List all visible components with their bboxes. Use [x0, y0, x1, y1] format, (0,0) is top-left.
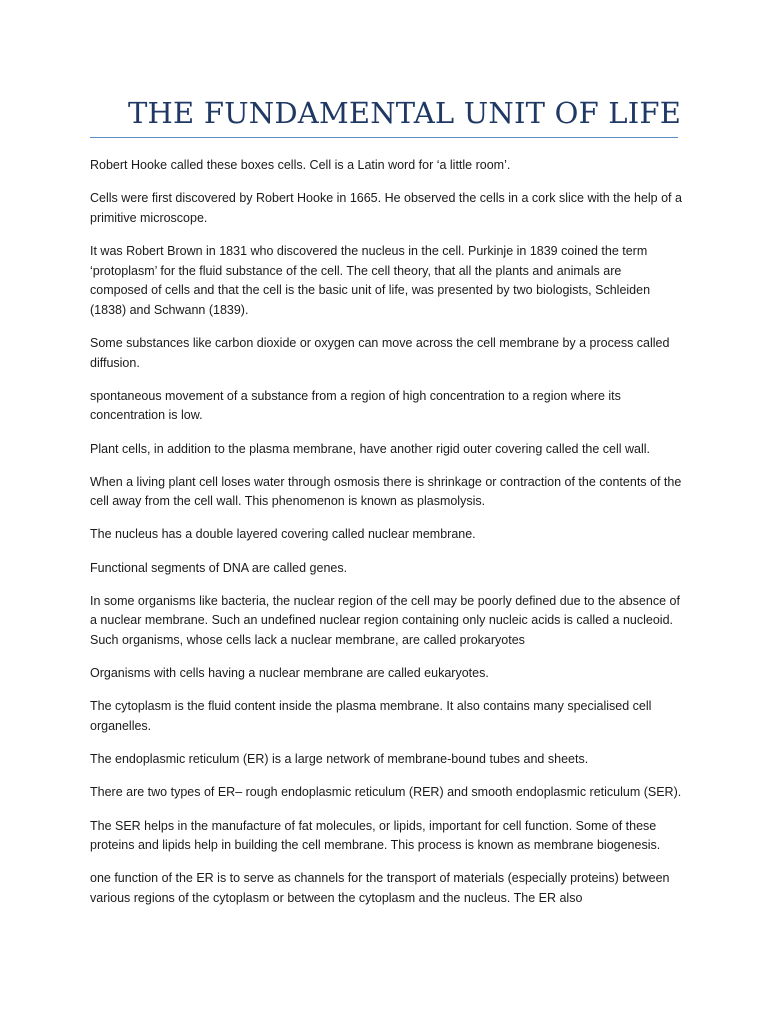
- paragraph-10: In some organisms like bacteria, the nuclear region of the cell may be poorly defined due to the absence of a nuclear membrane. Such an undefined nuclear region containing only nucleic acids is called a nucleoid. Such organisms, whose cells lack a nuclear membrane, are called prokaryotes: [90, 593, 680, 648]
- paragraph-2: Cells were first discovered by Robert Hooke in 1665. He observed the cells in a cork slice with the help of a primitive microscope.: [90, 191, 682, 225]
- page-title: THE FUNDAMENTAL UNIT OF LIFE: [128, 96, 682, 130]
- paragraph-14: There are two types of ER– rough endoplasmic reticulum (RER) and smooth endoplasmic reticulum (SER).: [90, 785, 682, 800]
- paragraph-8: The nucleus has a double layered covering called nuclear membrane.: [90, 527, 476, 542]
- title-underline: [90, 137, 678, 138]
- paragraph-12: The cytoplasm is the fluid content inside the plasma membrane. It also contains many specialised cell organelles.: [90, 699, 652, 733]
- paragraph-13: The endoplasmic reticulum (ER) is a large network of membrane-bound tubes and sheets.: [90, 752, 589, 767]
- document-body: [90, 156, 682, 922]
- paragraph-9: Functional segments of DNA are called genes.: [90, 560, 348, 575]
- paragraph-1: Robert Hooke called these boxes cells. Cell is a Latin word for ‘a little room’.: [90, 158, 511, 172]
- paragraph-6: Plant cells, in addition to the plasma membrane, have another rigid outer covering called the cell wall.: [90, 441, 651, 456]
- paragraph-5: spontaneous movement of a substance from a region of high concentration to a region where its concentration is low.: [90, 388, 621, 423]
- paragraph-4: Some substances like carbon dioxide or oxygen can move across the cell membrane by a process called diffusion.: [90, 335, 670, 370]
- paragraph-3: It was Robert Brown in 1831 who discovered the nucleus in the cell. Purkinje in 1839 coined the term ‘protoplasm’ for the fluid substance of the cell. The cell theory, that all the plants and animals are composed of cells and that the cell is the basic unit of life, was presented by two biologists, Schleiden (1838) and Schwann (1839).: [90, 243, 651, 317]
- paragraph-15: The SER helps in the manufacture of fat molecules, or lipids, important for cell function. Some of these proteins and lipids help in building the cell membrane. This process is known as membrane biogenesis.: [90, 818, 661, 853]
- paragraph-7: When a living plant cell loses water through osmosis there is shrinkage or contraction of the contents of the cell away from the cell wall. This phenomenon is known as plasmolysis.: [90, 474, 682, 509]
- paragraph-16: one function of the ER is to serve as channels for the transport of materials (especially proteins) between various regions of the cytoplasm or between the cytoplasm and the nucleus. The ER also: [90, 871, 670, 905]
- paragraph-11: Organisms with cells having a nuclear membrane are called eukaryotes.: [90, 666, 489, 681]
